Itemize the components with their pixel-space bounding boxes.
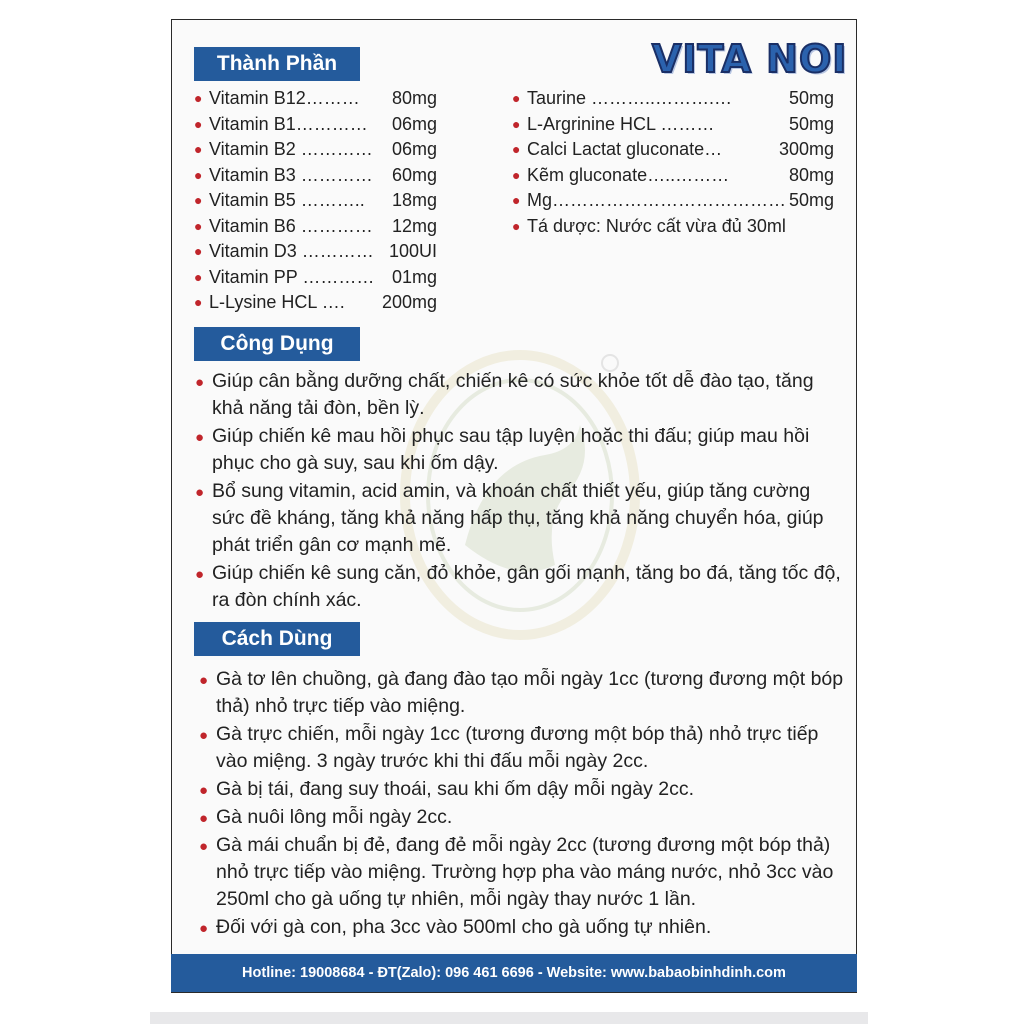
ingredient-row bbox=[512, 214, 834, 240]
direction-item-text: Gà tơ lên chuồng, gà đang đào tạo mỗi ngày 1cc (tương đương một bóp thả) nhỏ trực tiếp vào miệng. bbox=[216, 668, 844, 717]
use-item bbox=[195, 478, 845, 559]
uses-list bbox=[195, 368, 845, 615]
ingredient-amount: 50mg bbox=[788, 113, 834, 134]
ingredient-amount: 06mg bbox=[391, 113, 437, 134]
ingredient-name: Vitamin B2 ………… bbox=[209, 139, 373, 159]
ingredient-row bbox=[194, 86, 437, 112]
bullet-icon: ● bbox=[194, 294, 203, 310]
bullet-icon: ● bbox=[194, 115, 203, 132]
ingredient-amount: 80mg bbox=[788, 164, 834, 185]
ingredient-row bbox=[194, 112, 437, 138]
bullet-icon: ● bbox=[195, 566, 205, 583]
bullet-icon: ● bbox=[512, 217, 521, 234]
ingredient-name: Taurine ………..……….… bbox=[527, 88, 733, 108]
direction-item bbox=[199, 804, 844, 831]
ingredient-row bbox=[512, 188, 834, 214]
ingredient-amount: 50mg bbox=[788, 190, 834, 210]
ingredient-name: Vitamin B3 ………… bbox=[209, 164, 373, 185]
direction-item-text: Gà trực chiến, mỗi ngày 1cc (tương đương một bóp thả) nhỏ trực tiếp vào miệng. 3 ngày trước khi thi đấu mỗi ngày 2cc. bbox=[216, 723, 819, 772]
ingredient-amount: 300mg bbox=[778, 139, 834, 159]
ingredient-row bbox=[194, 239, 437, 265]
contact-footer: Hotline: 19008684 - ĐT(Zalo): 096 461 6696 - Website: www.babaobinhdinh.com bbox=[171, 954, 857, 992]
bullet-icon: ● bbox=[199, 672, 209, 689]
bullet-icon: ● bbox=[194, 217, 203, 234]
direction-item-text: Gà mái chuẩn bị đẻ, đang đẻ mỗi ngày 2cc (tương đương một bóp thả) nhỏ trực tiếp vào miệng. Trường hợp pha vào máng nước, nhỏ 3cc vào 250ml cho gà uống tự nhiên, mỗi ngày thay nước 1 lần. bbox=[216, 834, 834, 910]
bullet-icon: ● bbox=[512, 192, 521, 208]
ingredient-name: Kẽm gluconate…..……… bbox=[527, 164, 730, 185]
ingredient-row bbox=[512, 112, 834, 138]
uses-heading: Công Dụng bbox=[194, 327, 360, 361]
direction-item bbox=[199, 832, 844, 913]
ingredient-row bbox=[194, 290, 437, 316]
use-item-text: Giúp cân bằng dưỡng chất, chiến kê có sức khỏe tốt dễ đào tạo, tăng khả năng tải đòn, bền lỳ. bbox=[212, 370, 814, 419]
bullet-icon: ● bbox=[194, 90, 203, 106]
ingredient-name: Vitamin PP ………… bbox=[209, 266, 375, 287]
ingredient-row bbox=[194, 188, 437, 214]
bullet-icon: ● bbox=[512, 90, 521, 106]
direction-item bbox=[199, 666, 844, 720]
direction-item-text: Gà nuôi lông mỗi ngày 2cc. bbox=[216, 806, 453, 828]
ingredient-name: Mg………………………………… bbox=[527, 190, 787, 210]
ingredient-name: Vitamin B1………… bbox=[209, 113, 368, 134]
ingredient-amount: 12mg bbox=[391, 215, 437, 236]
ingredient-amount: 06mg bbox=[391, 139, 437, 159]
bullet-icon: ● bbox=[199, 838, 209, 855]
ingredient-name: L-Lysine HCL …. bbox=[209, 292, 345, 312]
use-item bbox=[195, 368, 845, 422]
ingredient-name: Vitamin B12……… bbox=[209, 88, 360, 108]
bullet-icon: ● bbox=[195, 429, 205, 446]
ingredient-amount: 80mg bbox=[391, 88, 437, 108]
page-edge-shadow bbox=[150, 1012, 868, 1024]
ingredient-row bbox=[512, 137, 834, 163]
ingredient-name: Calci Lactat gluconate… bbox=[527, 139, 723, 159]
ingredient-name: Tá dược: Nước cất vừa đủ 30ml bbox=[527, 215, 786, 236]
bullet-icon: ● bbox=[195, 374, 205, 391]
ingredients-list-left bbox=[194, 86, 437, 316]
bullet-icon: ● bbox=[199, 727, 209, 744]
bullet-icon: ● bbox=[194, 243, 203, 259]
ingredient-name: Vitamin B6 ………… bbox=[209, 215, 373, 236]
ingredient-amount: 50mg bbox=[788, 88, 834, 108]
direction-item-text: Gà bị tái, đang suy thoái, sau khi ốm dậy mỗi ngày 2cc. bbox=[216, 778, 695, 800]
bullet-icon: ● bbox=[199, 810, 209, 827]
use-item-text: Bổ sung vitamin, acid amin, và khoán chất thiết yếu, giúp tăng cường sức đề kháng, tăng khả năng hấp thụ, tăng khả năng chuyển hóa, giúp phát triển gân cơ mạnh mẽ. bbox=[212, 480, 824, 556]
ingredient-row bbox=[512, 163, 834, 189]
ingredient-row bbox=[512, 86, 834, 112]
bullet-icon: ● bbox=[195, 484, 205, 501]
bullet-icon: ● bbox=[512, 115, 521, 132]
bullet-icon: ● bbox=[199, 920, 209, 937]
direction-item bbox=[199, 776, 844, 803]
use-item bbox=[195, 423, 845, 477]
direction-item bbox=[199, 721, 844, 775]
logo-text: VITA NOI bbox=[652, 37, 848, 81]
ingredient-row bbox=[194, 265, 437, 291]
use-item bbox=[195, 560, 845, 614]
ingredient-row bbox=[194, 163, 437, 189]
bullet-icon: ● bbox=[199, 782, 209, 799]
bullet-icon: ● bbox=[194, 268, 203, 285]
bullet-icon: ● bbox=[194, 166, 203, 183]
ingredient-amount: 01mg bbox=[391, 266, 437, 287]
bullet-icon: ● bbox=[194, 141, 203, 157]
direction-item-text: Đối với gà con, pha 3cc vào 500ml cho gà uống tự nhiên. bbox=[216, 916, 712, 938]
bullet-icon: ● bbox=[512, 141, 521, 157]
use-item-text: Giúp chiến kê mau hồi phục sau tập luyện hoặc thi đấu; giúp mau hồi phục cho gà suy, sau khi ốm dậy. bbox=[212, 425, 810, 474]
ingredient-name: L-Argrinine HCL ……… bbox=[527, 113, 715, 134]
ingredient-amount: 18mg bbox=[391, 190, 437, 210]
vita-noi-logo bbox=[652, 38, 847, 80]
bullet-icon: ● bbox=[512, 166, 521, 183]
ingredient-amount: 100UI bbox=[388, 241, 437, 261]
directions-list bbox=[199, 666, 844, 942]
directions-heading: Cách Dùng bbox=[194, 622, 360, 656]
ingredients-heading: Thành Phần bbox=[194, 47, 360, 81]
use-item-text: Giúp chiến kê sung căn, đỏ khỏe, gân gối mạnh, tăng bo đá, tăng tốc độ, ra đòn chính xác. bbox=[212, 562, 841, 611]
ingredient-amount: 60mg bbox=[391, 164, 437, 185]
ingredient-name: Vitamin B5 ……….. bbox=[209, 190, 365, 210]
ingredient-name: Vitamin D3 ………… bbox=[209, 241, 374, 261]
ingredients-list-right bbox=[512, 86, 834, 239]
ingredient-amount: 200mg bbox=[381, 292, 437, 312]
bullet-icon: ● bbox=[194, 192, 203, 208]
ingredient-row bbox=[194, 214, 437, 240]
direction-item bbox=[199, 914, 844, 941]
ingredient-row bbox=[194, 137, 437, 163]
